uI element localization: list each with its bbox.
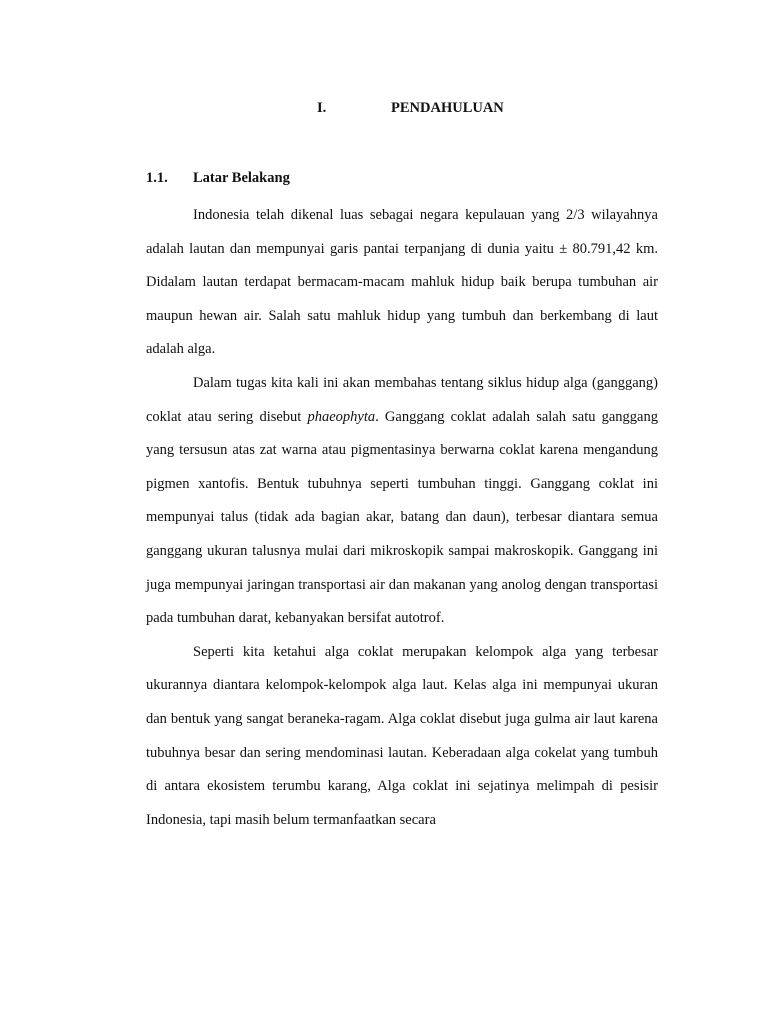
paragraph-2-text-before: Dalam tugas kita kali ini akan membahas tentang siklus hidup alga (ganggang) coklat atau sering disebut (146, 374, 658, 425)
paragraph-3: Seperti kita ketahui alga coklat merupakan kelompok alga yang terbesar ukurannya diantara kelompok-kelompok alga laut. Kelas alga ini mempunyai ukuran dan bentuk yang sangat beraneka-ragam. Alga coklat disebut juga gulma air laut karena tubuhnya besar dan sering mendominasi lautan. Keberadaan alga cokelat yang tumbuh di antara ekosistem terumbu karang, Alga coklat ini sejatinya melimpah di pesisir Indonesia, tapi masih belum termanfaatkan secara (146, 643, 658, 828)
paragraph-2-italic-term: phaeophyta (307, 408, 376, 425)
section-title: Latar Belakang (193, 170, 290, 186)
paragraph-2 (146, 367, 658, 636)
paragraph-2-text-after: . Ganggang coklat adalah salah satu ganggang yang tersusun atas zat warna atau pigmentasinya berwarna coklat karena mengandung pigmen xantofis. Bentuk tubuhnya seperti tumbuhan tinggi. Ganggang coklat ini mempunyai talus (tidak ada bagian akar, batang dan daun), terbesar diantara semua ganggang ukuran talusnya mulai dari mikroskopik sampai makroskopik. Ganggang ini juga mempunyai jaringan transportasi air dan makanan yang anolog dengan transportasi pada tumbuhan darat, kebanyakan bersifat autotrof. (146, 408, 658, 627)
section-number: 1.1. (146, 170, 168, 186)
body-text (146, 199, 658, 837)
chapter-number: I. (317, 100, 327, 116)
paragraph-1: Indonesia telah dikenal luas sebagai negara kepulauan yang 2/3 wilayahnya adalah lautan dan mempunyai garis pantai terpanjang di dunia yaitu ± 80.791,42 km. Didalam lautan terdapat bermacam-macam mahluk hidup baik berupa tumbuhan air maupun hewan air. Salah satu mahluk hidup yang tumbuh dan berkembang di laut adalah alga. (146, 207, 658, 358)
chapter-title: PENDAHULUAN (391, 100, 504, 116)
